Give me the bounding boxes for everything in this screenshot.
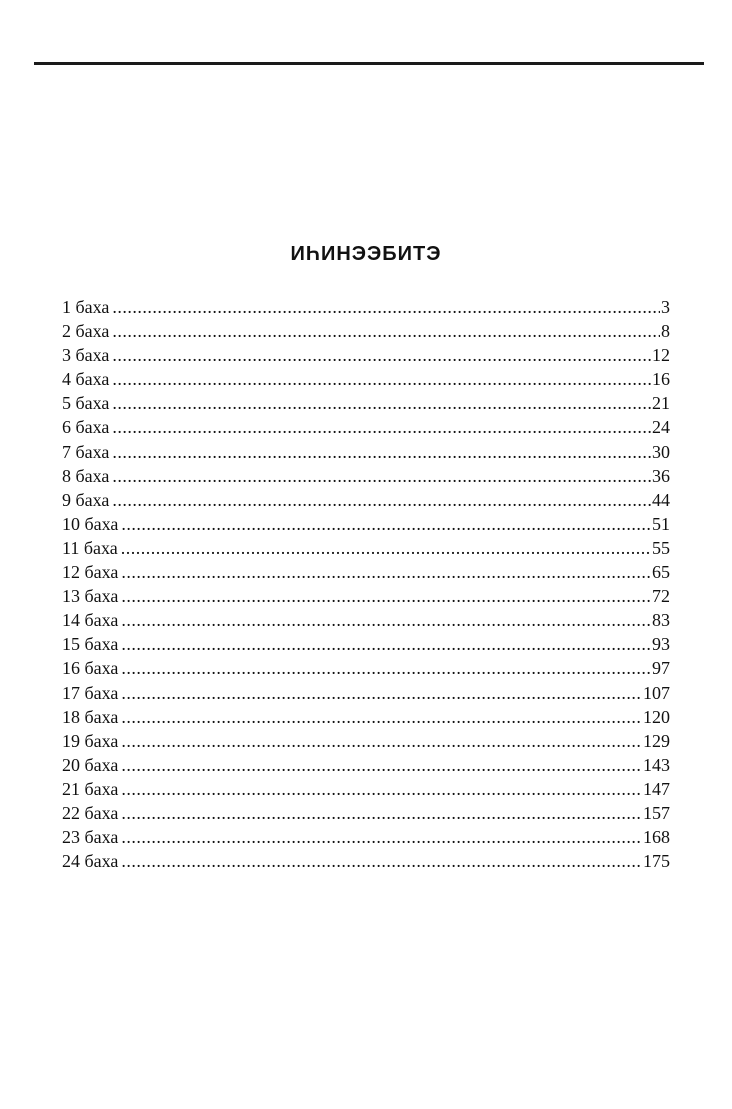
toc-entry-page-number: 168 [643, 827, 670, 848]
toc-entry-label: 11 баха [62, 537, 118, 558]
dot-leader [121, 584, 651, 608]
toc-entry-label: 5 баха [62, 393, 110, 414]
dot-leader [121, 632, 651, 656]
toc-entry-label: 9 баха [62, 489, 110, 510]
toc-entry-page-number: 175 [643, 851, 670, 872]
toc-entry [62, 777, 670, 801]
toc-entry-page-number: 12 [652, 345, 670, 366]
toc-entry-page-number: 21 [652, 393, 670, 414]
toc-entry-label: 3 баха [62, 345, 110, 366]
toc-entry-label: 20 баха [62, 754, 119, 775]
toc-entry-page-number: 51 [652, 513, 670, 534]
toc-entry [62, 440, 670, 464]
toc-entry-label: 13 баха [62, 586, 119, 607]
toc-entry [62, 825, 670, 849]
toc-entry [62, 656, 670, 680]
toc-entry [62, 512, 670, 536]
toc-entry-page-number: 55 [652, 537, 670, 558]
toc-entry-page-number: 44 [652, 489, 670, 510]
toc-entry-label: 12 баха [62, 562, 119, 583]
toc-entry-page-number: 157 [643, 802, 670, 823]
dot-leader [121, 849, 642, 873]
toc-entry-label: 14 баха [62, 610, 119, 631]
dot-leader [112, 319, 660, 343]
dot-leader [121, 512, 651, 536]
toc-entry-label: 19 баха [62, 730, 119, 751]
toc-entry-page-number: 93 [652, 634, 670, 655]
toc-entry-label: 22 баха [62, 802, 119, 823]
toc-entry-label: 2 баха [62, 321, 110, 342]
toc-entry-page-number: 24 [652, 417, 670, 438]
toc-entry-label: 24 баха [62, 851, 119, 872]
dot-leader [121, 753, 642, 777]
toc-entry-page-number: 16 [652, 369, 670, 390]
dot-leader [121, 705, 642, 729]
dot-leader [121, 681, 642, 705]
dot-leader [121, 777, 642, 801]
toc-entry-page-number: 3 [661, 297, 670, 317]
table-of-contents [62, 295, 670, 873]
toc-entry-label: 7 баха [62, 441, 110, 462]
dot-leader [112, 295, 660, 319]
toc-entry-label: 21 баха [62, 778, 119, 799]
toc-entry [62, 488, 670, 512]
toc-entry [62, 801, 670, 825]
dot-leader [112, 391, 651, 415]
toc-entry [62, 415, 670, 439]
dot-leader [112, 343, 651, 367]
toc-entry [62, 536, 670, 560]
toc-entry-page-number: 129 [643, 730, 670, 751]
toc-entry-page-number: 97 [652, 658, 670, 679]
toc-entry [62, 584, 670, 608]
toc-entry [62, 295, 670, 319]
toc-entry-label: 1 баха [62, 297, 110, 317]
toc-entry-page-number: 65 [652, 562, 670, 583]
toc-entry [62, 681, 670, 705]
toc-entry [62, 753, 670, 777]
toc-entry [62, 632, 670, 656]
dot-leader [112, 440, 651, 464]
toc-entry-page-number: 8 [661, 321, 670, 342]
toc-entry-label: 6 баха [62, 417, 110, 438]
toc-entry-label: 8 баха [62, 465, 110, 486]
toc-entry [62, 367, 670, 391]
dot-leader [121, 536, 651, 560]
dot-leader [121, 560, 651, 584]
toc-entry-page-number: 147 [643, 778, 670, 799]
toc-entry-label: 18 баха [62, 706, 119, 727]
toc-entry [62, 705, 670, 729]
toc-entry [62, 608, 670, 632]
toc-entry-label: 16 баха [62, 658, 119, 679]
toc-entry-label: 10 баха [62, 513, 119, 534]
toc-entry-page-number: 36 [652, 465, 670, 486]
toc-entry [62, 464, 670, 488]
dot-leader [121, 801, 642, 825]
dot-leader [112, 367, 651, 391]
toc-entry-page-number: 143 [643, 754, 670, 775]
toc-entry [62, 560, 670, 584]
dot-leader [121, 656, 651, 680]
toc-entry-page-number: 107 [643, 682, 670, 703]
toc-entry [62, 391, 670, 415]
toc-entry [62, 319, 670, 343]
toc-entry-label: 23 баха [62, 827, 119, 848]
dot-leader [121, 825, 642, 849]
toc-entry-page-number: 120 [643, 706, 670, 727]
dot-leader [112, 415, 651, 439]
toc-entry [62, 849, 670, 873]
toc-entry-label: 15 баха [62, 634, 119, 655]
toc-entry-page-number: 72 [652, 586, 670, 607]
dot-leader [112, 488, 651, 512]
dot-leader [121, 729, 642, 753]
header-rule [34, 62, 704, 65]
toc-entry [62, 729, 670, 753]
toc-entry-page-number: 30 [652, 441, 670, 462]
toc-entry-page-number: 83 [652, 610, 670, 631]
dot-leader [121, 608, 651, 632]
dot-leader [112, 464, 651, 488]
page-title: ИҺИНЭЭБИТЭ [290, 243, 442, 265]
toc-entry-label: 17 баха [62, 682, 119, 703]
toc-entry-label: 4 баха [62, 369, 110, 390]
toc-entry [62, 343, 670, 367]
